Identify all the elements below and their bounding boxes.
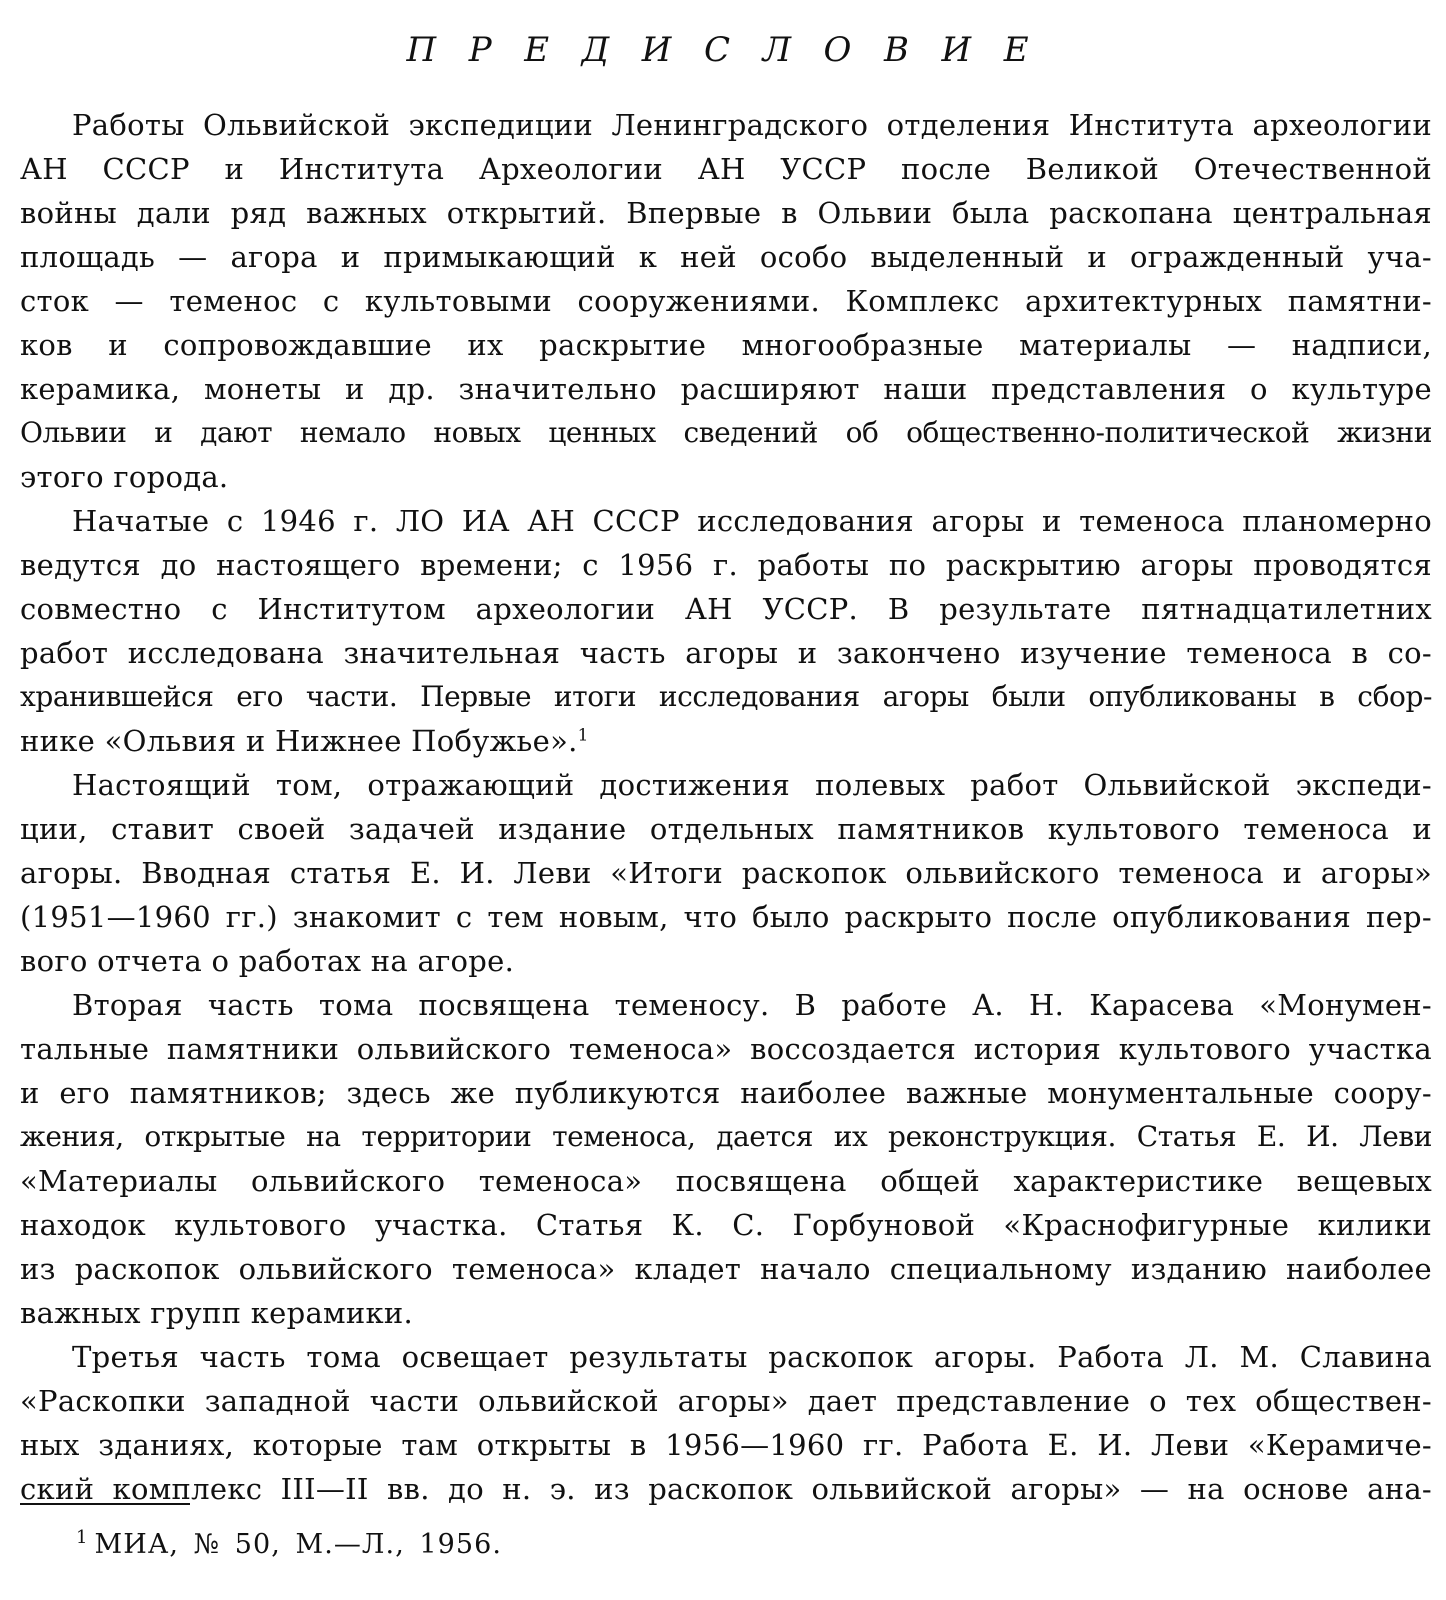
text-line: из раскопок ольвийского теменоса» кладет начало специальному изданию наиболее [20,1252,1432,1286]
page-title: П Р Е Д И С Л О В И Е [406,30,1040,70]
text-line: находок культового участка. Статья К. С. Горбуновой «Краснофигурные килики [20,1208,1432,1242]
text-line: совместно с Институтом археологии АН УССР. В результате пятнадцатилетних [20,592,1432,626]
text-line: площадь — агора и примыкающий к ней особо выделенный и огражденный уча- [20,240,1432,274]
footnote-text: МИА, № 50, М.—Л., 1956. [94,1529,503,1560]
text-line: работ исследована значительная часть агоры и закончено изучение теменоса в со- [20,636,1432,670]
body-text [20,103,1432,1511]
text-line: ных зданиях, которые там открыты в 1956—1960 гг. Работа Е. И. Леви «Керамиче- [20,1428,1432,1462]
text-line: (1951—1960 гг.) знакомит с тем новым, что было раскрыто после опубликования пер- [20,900,1432,934]
text-line: «Раскопки западной части ольвийской агоры» дает представление о тех обществен- [20,1384,1432,1418]
footnote-mark: 1 [76,1527,89,1548]
text-line: жения, открытые на территории теменоса, дается их реконструкция. Статья Е. И. Леви [20,1120,1432,1153]
text-line-content: нике «Ольвия и Нижнее Побужье». [20,724,578,758]
text-line [20,719,1432,763]
text-line: тальные памятники ольвийского теменоса» воссоздается история культового участка [20,1032,1432,1066]
text-line: сток — теменос с культовыми сооружениями. Комплекс архитектурных памятни- [20,284,1432,318]
footnote-separator [20,1503,190,1505]
text-line: ский комплекс III—II вв. до н. э. из раскопок ольвийской агоры» — на основе ана- [20,1472,1432,1506]
text-line: этого города. [20,460,229,494]
footnote [76,1523,502,1567]
text-line: ков и сопровождавшие их раскрытие многообразные материалы — надписи, [20,328,1432,362]
text-line: важных групп керамики. [20,1296,414,1330]
text-line: Вторая часть тома посвящена теменосу. В работе А. Н. Карасева «Монумен- [72,988,1432,1022]
text-line: Третья часть тома освещает результаты раскопок агоры. Работа Л. М. Славина [72,1340,1432,1374]
text-line: «Материалы ольвийского теменоса» посвящена общей характеристике вещевых [20,1164,1432,1198]
text-line: ции, ставит своей задачей издание отдельных памятников культового теменоса и [20,812,1432,846]
text-line: Ольвии и дают немало новых ценных сведений об общественно-политической жизни [20,416,1432,449]
text-line: Начатые с 1946 г. ЛО ИА АН СССР исследования агоры и теменоса планомерно [72,504,1432,538]
text-line: войны дали ряд важных открытий. Впервые в Ольвии была раскопана центральная [20,196,1432,230]
text-line: и его памятников; здесь же публикуются наиболее важные монументальные соору- [20,1076,1432,1110]
footnote-reference: 1 [577,725,589,746]
text-line: керамика, монеты и др. значительно расширяют наши представления о культуре [20,372,1432,406]
text-line: агоры. Вводная статья Е. И. Леви «Итоги раскопок ольвийского теменоса и агоры» [20,856,1432,890]
text-line: вого отчета о работах на агоре. [20,944,515,978]
text-line: ведутся до настоящего времени; с 1956 г. работы по раскрытию агоры проводятся [20,548,1432,582]
text-line: Работы Ольвийской экспедиции Ленинградского отделения Института археологии [72,108,1432,142]
text-line: Настоящий том, отражающий достижения полевых работ Ольвийской экспеди- [72,768,1432,802]
text-line: АН СССР и Института Археологии АН УССР после Великой Отечественной [20,152,1432,186]
text-line: хранившейся его части. Первые итоги исследования агоры были опубликованы в сбор- [20,680,1432,713]
